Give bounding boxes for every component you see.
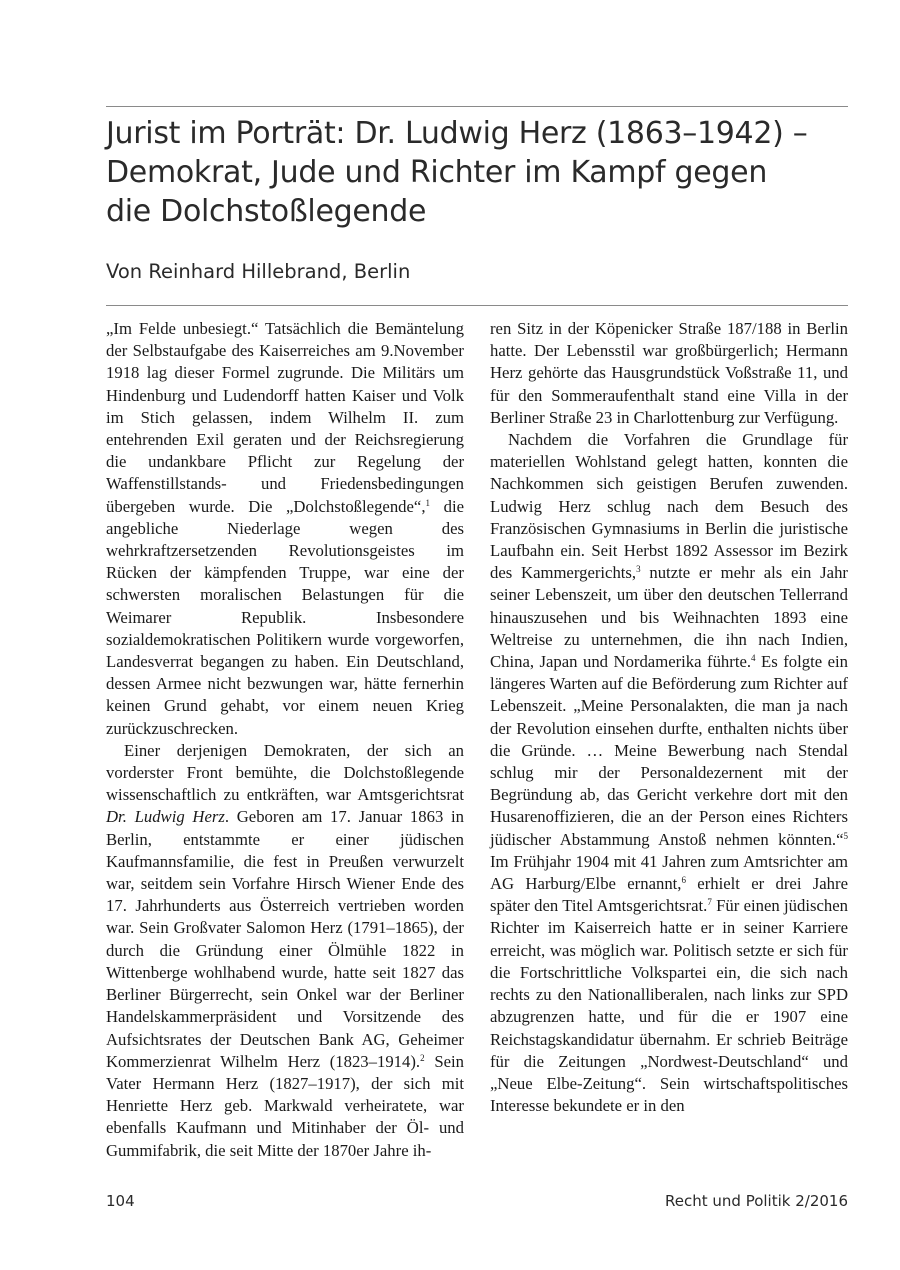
paragraph bbox=[106, 318, 464, 740]
text-run: Für einen jüdischen Richter im Kaiserreich hatte er in seiner Karriere erreicht, was möglich war. Politisch setzte er sich für die Fortschrittliche Volkspartei ein, die sich nach rechts zu den Nationalliberalen, nach links zur SPD abzugrenzen hatte, und für die er 1907 eine Reichstagskandidatur übernahm. Er schrieb Beiträge für die Zeitungen „Nordwest-Deutschland“ und „Neue Elbe-Zeitung“. Sein wirtschaftspolitisches Interesse bekundete er in den bbox=[490, 896, 848, 1116]
paragraph: ren Sitz in der Köpenicker Straße 187/188 in Berlin hatte. Der Lebensstil war großbürgerlich; Hermann Herz gehörte das Hausgrundstück Voßstraße 11, und für den Sommeraufenthalt stand eine Villa in der Berliner Straße 23 in Charlottenburg zur Verfügung. bbox=[490, 319, 848, 427]
text-run: erhielt er drei Jahre später den Titel Amtsgerichtsrat. bbox=[490, 874, 848, 916]
paragraph bbox=[490, 429, 848, 1117]
footnote-ref[interactable]: 7 bbox=[707, 897, 712, 908]
text-run: Einer derjenigen Demokraten, der sich an vorderster Front bemühte, die Dolchstoßlegende wissenschaftlich zu entkräften, war Amtsgerichtsrat bbox=[106, 740, 464, 805]
author-line: Von Reinhard Hillebrand, Berlin bbox=[106, 260, 411, 283]
footnote-ref[interactable]: 3 bbox=[636, 564, 641, 575]
header-rule bbox=[106, 305, 848, 306]
text-run: . Geboren am 17. Januar 1863 in Berlin, entstammte er einer jüdischen Kaufmannsfamilie, die fest in Preußen verwurzelt war, seitdem sein Vorfahre Hirsch Wiener Ende des 17. Jahrhunderts aus Österreich vertrieben worden war. Sein Großvater Salomon Herz (1791–1865), der durch die Gründung einer Ölmühle 1822 in Wittenberge wohlhabend wurde, hatte seit 1827 das Berliner Bürgerrecht, sein Onkel war der Berliner Handelskammerpräsident und Vorsitzende des Aufsichtsrates der Deutschen Bank AG, Geheimer Kommerzienrat Wilhelm Herz (1823–1914). bbox=[106, 807, 464, 1071]
text-column-left bbox=[106, 318, 464, 1162]
text-column-right bbox=[490, 318, 848, 1117]
title-line-1: Jurist im Porträt: Dr. Ludwig Herz (1863–1942) – bbox=[106, 116, 808, 151]
text-run: Es folgte ein längeres Warten auf die Beförderung zum Richter auf Lebenszeit. „Meine Personalakten, die man ja nach der Revolution einsehen durfte, enthalten nichts über die Gründe. … Meine Bewerbung nach Stendal schlug mir der Personaldezernent mit der Begründung ab, das Gericht verkehre dort mit den Husarenoffizieren, die an der Person eines Richters jüdischer Abstammung Anstoß nehmen könnten.“ bbox=[490, 652, 848, 849]
text-run: Sein Vater Hermann Herz (1827–1917), der sich mit Henriette Herz geb. Markwald verheiratete, war ebenfalls Kaufmann und Mitinhaber der Öl- und Gummifabrik, die seit Mitte der 1870er Jahre ih- bbox=[106, 1051, 464, 1160]
top-rule bbox=[106, 106, 848, 107]
footnote-ref[interactable]: 1 bbox=[425, 497, 430, 508]
person-name: Dr. Ludwig Herz bbox=[106, 807, 225, 827]
footnote-ref[interactable]: 2 bbox=[420, 1052, 425, 1063]
footnote-ref[interactable]: 6 bbox=[681, 875, 686, 886]
text-run: die angebliche Niederlage wegen des wehrkraftzersetzenden Revolutionsgeistes im Rücken der kämpfenden Truppe, war eine der schwersten moralischen Belastungen für die Weimarer Republik. Insbesondere sozialdemokratischen Politikern wurde vorgeworfen, Landesverrat begangen zu haben. Ein Deutschland, dessen Armee nicht bezwungen war, hätte fernerhin keinen Grund gehabt, vor einem neuen Krieg zurückzuschrecken. bbox=[106, 496, 465, 738]
text-run: Im Frühjahr 1904 mit 41 Jahren zum Amtsrichter am AG Harburg/Elbe ernannt, bbox=[490, 851, 848, 894]
text-run: „Im Felde unbesiegt.“ Tatsächlich die Bemäntelung der Selbstaufgabe des Kaiserreiches am 9.November 1918 lag dieser Formel zugrunde. Die Militärs um Hindenburg und Ludendorff hatten Kaiser und Volk im Stich gelassen, indem Wilhelm II. zum entehrenden Exil geraten und der Reichsregierung die undankbare Pflicht zur Regelung der Waffenstillstands- und Friedensbedingungen übergeben wurde. Die „Dolchstoßlegende“, bbox=[106, 319, 464, 516]
footnote-ref[interactable]: 5 bbox=[843, 830, 848, 841]
text-run: nutzte er mehr als ein Jahr seiner Lebenszeit, um über den deutschen Tellerrand hinauszusehen und bis Weihnachten 1893 eine Weltreise zu unternehmen, die ihn nach Indien, China, Japan und Nordamerika führte. bbox=[490, 563, 848, 672]
page-number: 104 bbox=[106, 1192, 135, 1210]
text-run: Nachdem die Vorfahren die Grundlage für materiellen Wohlstand gelegt hatten, konnten die Nachkommen sich geistigen Berufen zuwenden. Ludwig Herz schlug nach dem Besuch des Französischen Gymnasiums in Berlin die juristische Laufbahn ein. Seit Herbst 1892 Assessor im Bezirk des Kammergerichts, bbox=[490, 430, 848, 583]
article-title bbox=[106, 114, 856, 231]
journal-name: Recht und Politik 2/2016 bbox=[665, 1192, 848, 1210]
footnote-ref[interactable]: 4 bbox=[751, 653, 756, 664]
paragraph bbox=[106, 740, 464, 1162]
title-line-3: die Dolchstoßlegende bbox=[106, 194, 427, 229]
title-line-2: Demokrat, Jude und Richter im Kampf gegen bbox=[106, 155, 768, 190]
